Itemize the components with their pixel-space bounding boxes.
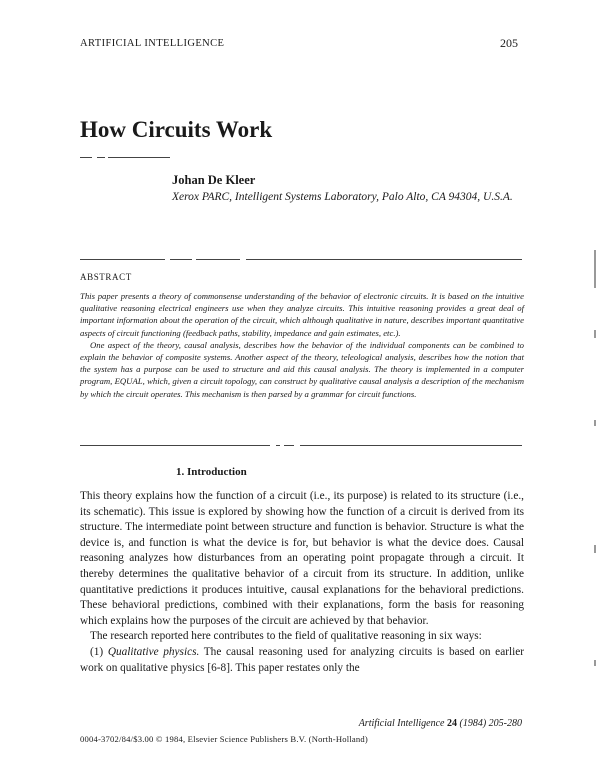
page-number: 205 (500, 36, 518, 50)
abstract-rule-segment-4 (246, 259, 522, 260)
scan-mark-5 (594, 660, 596, 666)
section-rule-segment-3 (284, 445, 294, 446)
journal-name: Artificial Intelligence (358, 718, 445, 729)
journal-pages: (1984) 205-280 (459, 718, 522, 729)
list-item-label: Qualitative physics. (107, 645, 200, 658)
section-rule-segment-4 (300, 445, 522, 446)
abstract-rule-segment-1 (80, 259, 165, 260)
section-rule-segment-1 (80, 445, 270, 446)
abstract-paragraph-2: One aspect of the theory, causal analysis, describes how the behavior of the individual components can be combined to explain the behavior of composite systems. Another aspect of the theory, teleological analysis, describes how the notion that the system has a purpose can be used to structure and aid this causal analysis. The theory is implemented in a computer program, EQUAL, which, given a circuit topology, can construct by qualitative causal analysis a description of the mechanism by which the circuit operates. This mechanism is then parsed by a grammar for circuit functions. (80, 339, 524, 399)
title-rule-segment-3 (108, 157, 170, 158)
scan-mark-2 (594, 330, 596, 338)
title-rule-segment-2 (97, 157, 105, 158)
paper-title: How Circuits Work (80, 117, 273, 142)
abstract-rule-segment-2 (170, 259, 192, 260)
scan-mark-4 (594, 545, 596, 553)
scan-mark-3 (594, 420, 596, 426)
body-paragraph-2: The research reported here contributes to the field of qualitative reasoning in six ways: (90, 630, 482, 643)
scan-mark-1 (594, 250, 596, 288)
body-paragraph-1: This theory explains how the function of a circuit (i.e., its purpose) is related to its structure (i.e., its schematic). This issue is explored by showing how the function of a circuit is derived from its structure. The intermediate point between structure and function is behavior. Structure is what the device is, and function is what the device is for, but behavior is what the device does. Causal reasoning analyzes how disturbances from an operating point propagate through a circuit. It thereby determines the qualitative behavior of a circuit from its structure. In addition, unlike quantitative predictions it produces intuitive, causal explanations for the behavioral predictions. These behavioral predictions, combined with their explanations, form the basis for reasoning which explains how the purposes of the circuit are achieved by that behavior. (80, 490, 524, 627)
journal-volume: 24 (447, 718, 457, 729)
section-body (80, 489, 524, 676)
list-item-1 (80, 645, 524, 676)
abstract-paragraph-1: This paper presents a theory of commonsense understanding of the behavior of electronic circuits. It is based on the intuitive qualitative reasoning electrical engineers use when they analyze circuits. This intuitive reasoning provides a great deal of important information about the operation of the circuit, which although qualitative in nature, describes important quantitative aspects of circuit functioning (feedback paths, stability, impedance and gain estimates, etc.). (80, 291, 524, 338)
abstract-heading: ABSTRACT (80, 272, 132, 282)
abstract-body (80, 290, 524, 400)
title-rule-segment-1 (80, 157, 92, 158)
author-affiliation: Xerox PARC, Intelligent Systems Laboratory, Palo Alto, CA 94304, U.S.A. (172, 191, 513, 203)
list-item-text: The causal reasoning used for analyzing circuits is based on earlier work on qualitative physics [6-8]. This paper restates only the (80, 645, 525, 674)
section-rule-segment-2 (276, 445, 280, 446)
section-heading: 1. Introduction (176, 466, 247, 478)
list-item-number: (1) (90, 645, 104, 658)
author-name: Johan De Kleer (172, 173, 256, 187)
journal-citation (0, 718, 522, 729)
abstract-rule-segment-3 (196, 259, 240, 260)
running-head: ARTIFICIAL INTELLIGENCE (80, 38, 225, 49)
copyright-line: 0004-3702/84/$3.00 © 1984, Elsevier Science Publishers B.V. (North-Holland) (80, 734, 368, 744)
